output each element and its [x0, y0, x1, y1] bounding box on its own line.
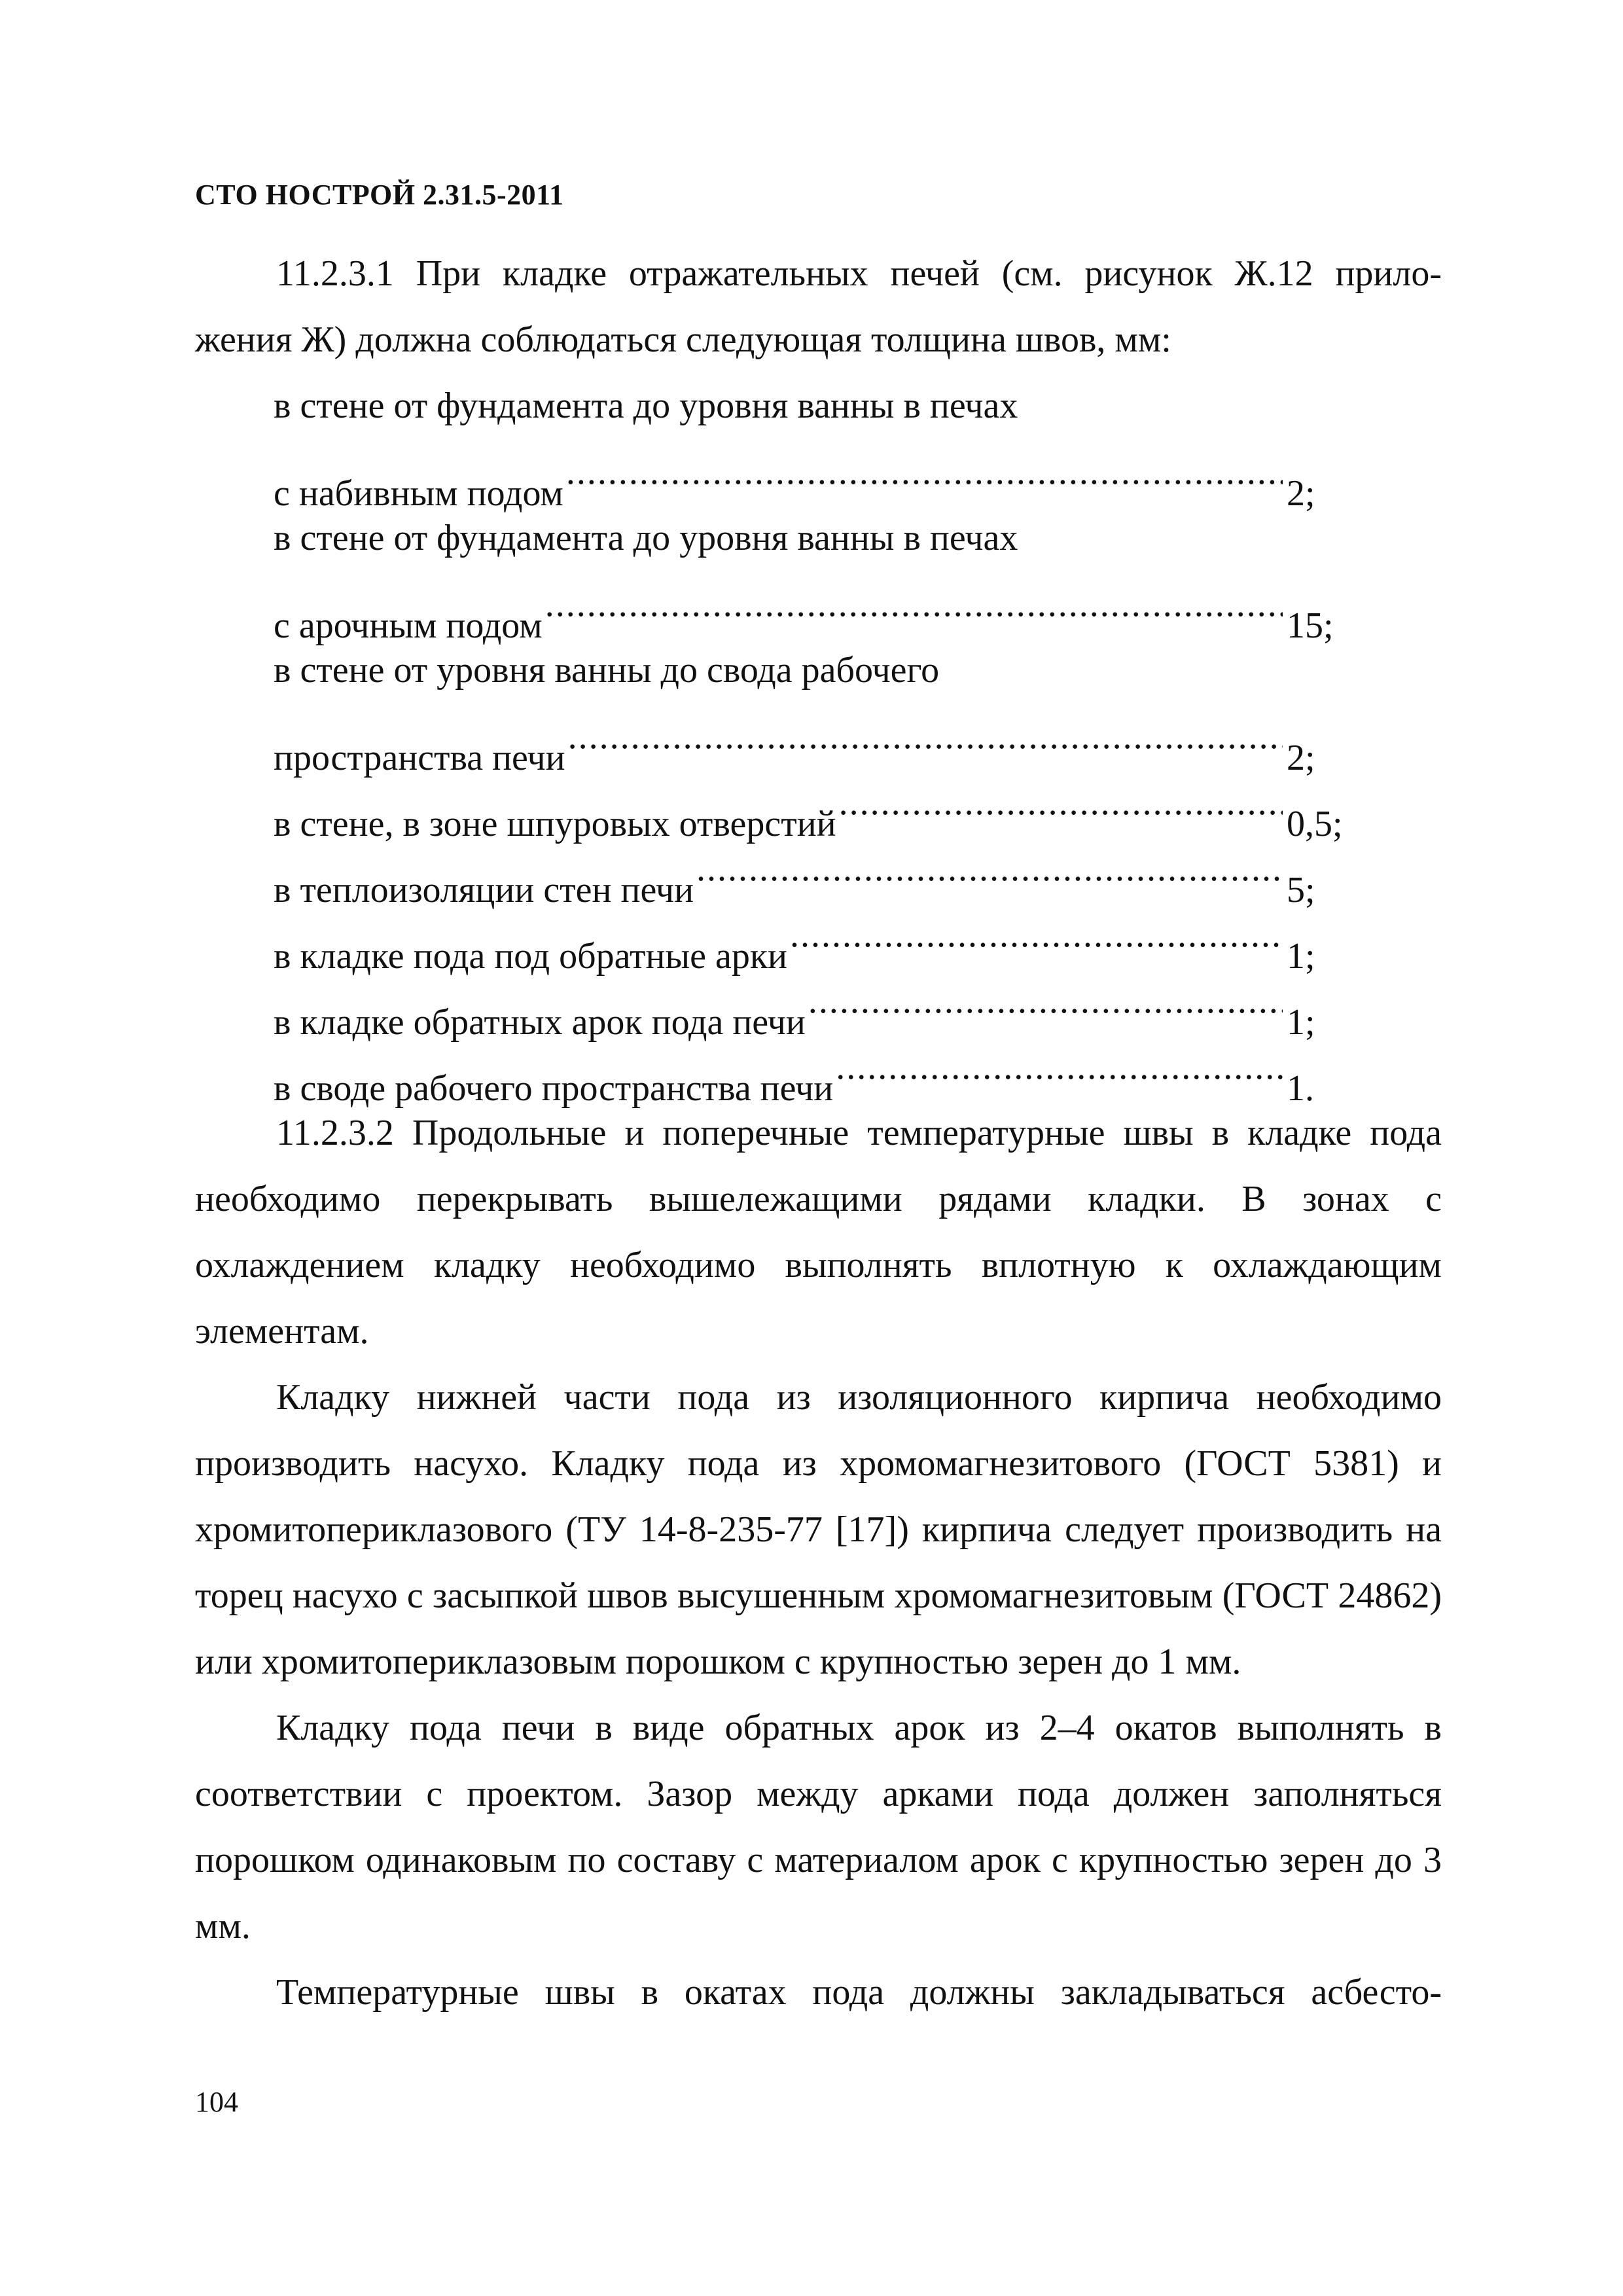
page-number: 104 [195, 2086, 238, 2118]
list-item-value: 1. [1287, 1068, 1314, 1109]
list-item-prefix: в стене от фундамента до уровня ванны в печах [274, 518, 1018, 558]
dot-leader [696, 836, 1283, 902]
dot-leader [808, 968, 1283, 1034]
list-item-label: с арочным подом [274, 605, 543, 646]
dot-leader [566, 439, 1283, 505]
list-item-value: 0,5; [1287, 804, 1343, 844]
dot-leader [568, 704, 1283, 770]
list-item-value: 5; [1287, 870, 1315, 910]
paragraph-reverse-arches: Кладку пода печи в виде обратных арок из 2–4 окатов выполнять в соответствии с проектом. Зазор между арками пода должен заполняться порошком одинаковым по составу с материалом арок с крупностью зерен до 3 мм. [195, 1708, 1442, 1946]
list-item-prefix: в стене от уровня ванны до свода рабочего [274, 650, 940, 691]
paragraph-floor-masonry: Кладку нижней части пода из изоляционного кирпича необходимо производить насухо. Кладку пода из хромомагнезитового (ГОСТ 5381) и хромитопериклазового (ТУ 14-8-235-77 [17]) кирпича следует производить на торец насухо с засыпкой швов высушенным хромомагнезитовым (ГОСТ 24862) или хромитопериклазовым порошком с крупностью зерен до 1 мм. [195, 1377, 1442, 1682]
list-item-label: в своде рабочего пространства печи [274, 1068, 834, 1109]
dot-leader [836, 1034, 1283, 1100]
intro-line-2: жения Ж) должна соблюдаться следующая толщина швов, мм: [195, 319, 1171, 360]
list-item-value: 1; [1287, 936, 1315, 977]
dot-leader [790, 902, 1283, 968]
list-item-label: в кладке пода под обратные арки [274, 936, 788, 977]
paragraph-11-2-3-2: 11.2.3.2 Продольные и поперечные температурные швы в кладке пода необходимо перекрывать вышележащими рядами кладки. В зонах с охлаждением кладку необходимо выполнять вплотную к охлаждающим элементам. [195, 1113, 1442, 1352]
paragraph-temperature-joints: Температурные швы в окатах пода должны закладываться асбесто- [276, 1972, 1442, 2013]
list-item-value: 2; [1287, 473, 1315, 514]
list-item-value: 15; [1287, 605, 1334, 646]
list-item-label: пространства печи [274, 738, 565, 778]
list-item-value: 1; [1287, 1002, 1315, 1043]
dot-leader [839, 770, 1283, 836]
list-item-label: в теплоизоляции стен печи [274, 870, 694, 910]
list-item-label: в кладке обратных арок пода печи [274, 1002, 806, 1043]
dot-leader [545, 571, 1283, 637]
intro-line-1: 11.2.3.1 При кладке отражательных печей (см. рисунок Ж.12 прило- [276, 253, 1442, 294]
list-item-label: с набивным подом [274, 473, 563, 514]
list-item-prefix: в стене от фундамента до уровня ванны в печах [274, 386, 1018, 426]
list-item-label: в стене, в зоне шпуровых отверстий [274, 804, 836, 844]
list-item-value: 2; [1287, 738, 1315, 778]
document-code-header: СТО НОСТРОЙ 2.31.5-2011 [195, 179, 564, 211]
